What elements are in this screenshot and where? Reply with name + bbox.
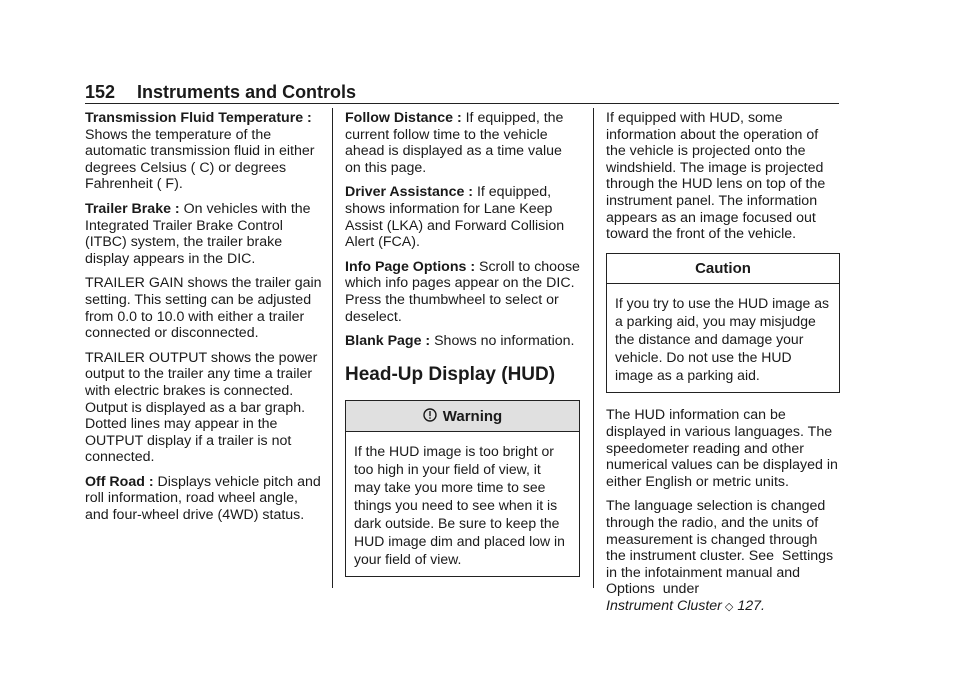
column-divider-1 (332, 108, 333, 588)
warning-title-text: Warning (442, 407, 503, 425)
entry-term: Info Page Options : (345, 258, 476, 275)
entry-driver-assistance (345, 184, 580, 250)
header-rule (85, 103, 839, 104)
entry-trailer-brake (85, 201, 323, 267)
entry-follow-distance (345, 110, 580, 176)
entry-text: If equipped, shows information for Lane Keep Assist (LKA) and Forward Collision Alert (FCA). (345, 184, 565, 251)
paragraph-trailer-output (85, 350, 323, 466)
page-number: 152 (85, 82, 116, 102)
page-ref-number: 127. (733, 597, 765, 614)
entry-text: On vehicles with the Integrated Trailer Brake Control (ITBC) system, the trailer brake display appears in the DIC. (85, 200, 311, 267)
entry-term: Follow Distance : (345, 110, 462, 126)
column-1 (85, 110, 323, 532)
warning-title (346, 401, 579, 433)
entry-blank-page (345, 333, 580, 350)
paragraph-hud-intro: If equipped with HUD, some information about the operation of the vehicle is projected onto the windshield. The image is projected through the HUD lens on top of the instrument panel. The information appears as an image focused out toward the front of the vehicle. (606, 110, 826, 243)
entry-term: Trailer Brake : (85, 200, 180, 217)
entry-text: Scroll to choose which info pages appear on the DIC. Press the thumbwheel to select or deselect. (345, 258, 580, 325)
entry-info-page-options (345, 259, 580, 325)
entry-term: Blank Page : (345, 333, 431, 350)
column-divider-2 (593, 108, 594, 588)
entry-text: TRAILER OUTPUT shows the power output to the trailer any time a trailer with electric brakes is connected. Output is displayed as a bar graph. Dotted lines may appear in the OUTPUT display if a trailer is not connected. (85, 349, 318, 466)
language-selection-text: The language selection is changed through the radio, and the units of measurement is changed through the instrument cluster. See Settings in the infotainment manual and Options under (606, 498, 838, 598)
warning-box (345, 400, 580, 578)
column-3 (606, 110, 840, 623)
section-heading: Head-Up Display (HUD) (345, 363, 556, 385)
entry-term: Off Road : (85, 473, 154, 490)
entry-term: Driver Assistance : (345, 184, 474, 201)
instrument-cluster-link[interactable]: Instrument Cluster (606, 597, 722, 614)
warning-body: If the HUD image is too bright or too high in your field of view, it may take you more time to see things you need to see when it is dark outside. Be sure to keep the HUD image dim and placed low in your field of view. (354, 443, 565, 568)
entry-text: TRAILER GAIN shows the trailer gain setting. This setting can be adjusted from 0.0 to 10.0 with either a trailer connected or disconnected. (85, 275, 322, 342)
entry-text: Shows the temperature of the automatic transmission fluid in either degrees Celsius ( C) or degrees Fahrenheit ( F). (85, 126, 315, 193)
caution-box (606, 253, 840, 394)
paragraph-trailer-gain (85, 275, 323, 341)
entry-transmission-fluid (85, 110, 323, 193)
page-ref-arrow-icon: ◇ (724, 600, 734, 613)
paragraph-language-selection (606, 498, 840, 615)
warning-icon (423, 408, 437, 422)
entry-text: Shows no information. (430, 333, 575, 350)
entry-text: Displays vehicle pitch and roll information, road wheel angle, and four-wheel drive (4WD) status. (85, 473, 321, 524)
paragraph-hud-languages: The HUD information can be displayed in various languages. The speedometer reading and other numerical values can be displayed in either English or metric units. (606, 407, 838, 490)
chapter-title: Instruments and Controls (137, 82, 357, 102)
entry-off-road (85, 474, 323, 524)
entry-term: Transmission Fluid Temperature : (85, 110, 312, 126)
page-header (85, 82, 356, 103)
caution-body: If you try to use the HUD image as a parking aid, you may misjudge the distance and damage your vehicle. Do not use the HUD image as a parking aid. (615, 295, 829, 384)
column-2 (345, 110, 580, 585)
entry-text: If equipped, the current follow time to the vehicle ahead is displayed as a time value on this page. (345, 110, 564, 176)
caution-title: Caution (607, 254, 839, 285)
